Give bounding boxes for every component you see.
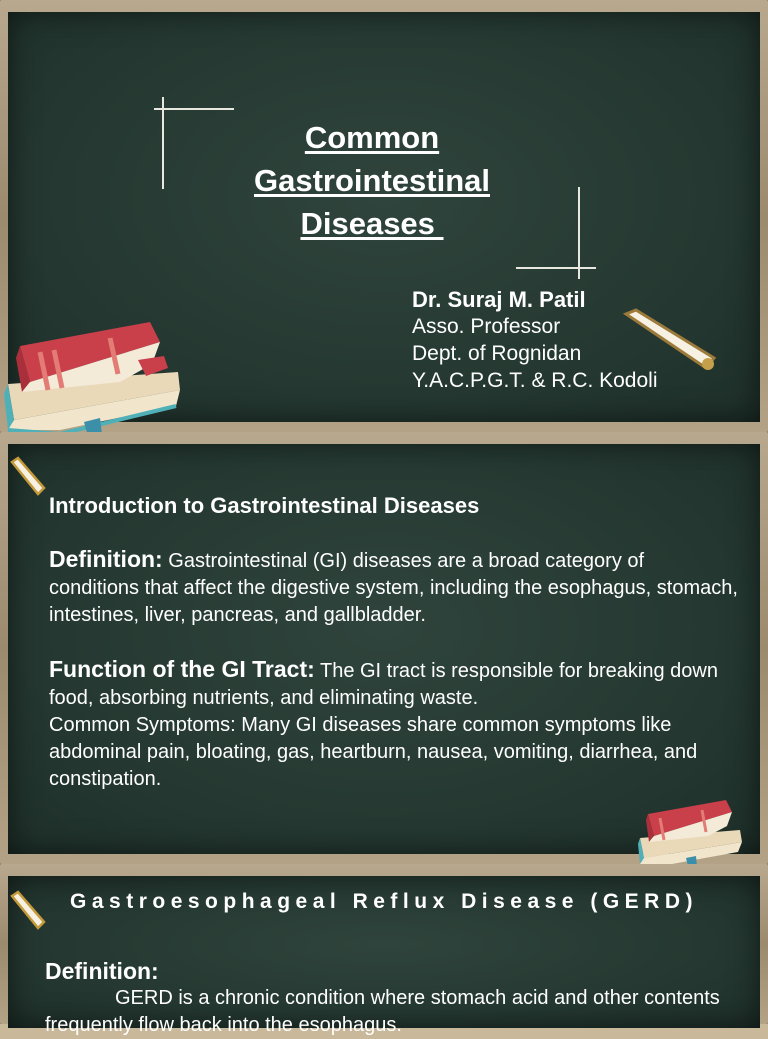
chalk-icon — [10, 458, 46, 496]
gerd-definition-text: GERD is a chronic condition where stomach acid and other contents frequently flow back into the esophagus. — [45, 987, 720, 1036]
slide-introduction — [0, 432, 768, 864]
title-line: Diseases — [300, 206, 444, 241]
intro-heading: Introduction to Gastrointestinal Diseases — [49, 493, 480, 518]
chalk-line — [162, 97, 164, 189]
title-line: Common — [304, 120, 440, 155]
author-institution: Y.A.C.P.G.T. & R.C. Kodoli — [412, 369, 658, 392]
chalk-icon — [622, 308, 718, 374]
books-icon — [636, 794, 748, 866]
function-text: The GI tract is responsible for breaking down food, absorbing nutrients, and eliminating waste. — [49, 660, 718, 709]
author-name: Dr. Suraj M. Patil — [412, 287, 586, 312]
definition-paragraph — [49, 546, 738, 629]
gerd-content — [45, 958, 738, 1039]
chalk-line — [516, 267, 596, 269]
author-dept: Dept. of Rognidan — [412, 342, 582, 365]
function-label: Function of the GI Tract: — [49, 656, 315, 682]
chalk-line — [154, 108, 234, 110]
slide-title — [0, 0, 768, 432]
slide-gerd — [0, 864, 768, 1036]
chalk-line — [578, 187, 580, 279]
definition-label: Definition: — [49, 546, 163, 572]
title-line: Gastrointestinal — [254, 163, 490, 198]
gerd-title: Gastroesophageal Reflux Disease (GERD) — [70, 890, 698, 913]
intro-content — [49, 492, 738, 793]
gerd-definition-label: Definition: — [45, 958, 159, 984]
books-icon — [0, 312, 190, 437]
symptoms-text: Common Symptoms: Many GI diseases share common symptoms like abdominal pain, bloating, gas, heartburn, nausea, vomiting, diarrhea, and constipation. — [49, 714, 698, 790]
presentation-title — [200, 116, 544, 245]
definition-text: Gastrointestinal (GI) diseases are a broad category of conditions that affect the digestive system, including the esophagus, stomach, intestines, liver, pancreas, and gallbladder. — [49, 550, 738, 626]
author-role: Asso. Professor — [412, 315, 561, 338]
function-paragraph — [49, 656, 738, 712]
author-block — [412, 286, 658, 394]
